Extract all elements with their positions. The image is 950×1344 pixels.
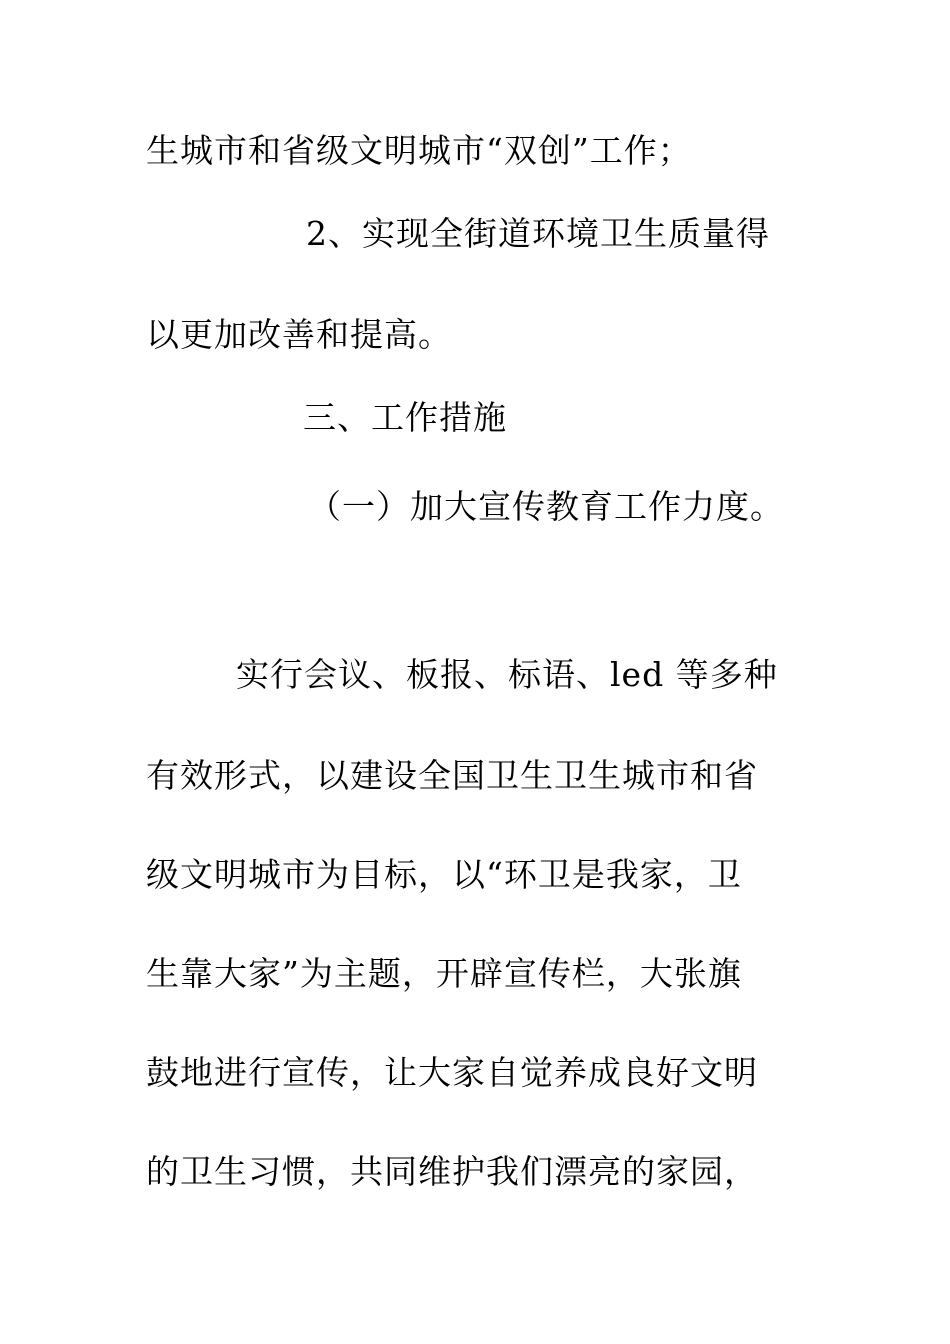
subsection-heading: （一）加大宣传教育工作力度。 [308,487,784,526]
paragraph-line: 有效形式，以建设全国卫生卫生城市和省 [146,756,758,795]
paragraph-line: 实行会议、板报、标语、led 等多种 [236,655,778,694]
paragraph-line: 级文明城市为目标，以“环卫是我家，卫 [146,855,742,894]
paragraph-line: 2、实现全街道环境卫生质量得 [306,214,770,253]
paragraph-line: 以更加改善和提高。 [146,315,452,354]
paragraph-line: 鼓地进行宣传，让大家自觉养成良好文明 [146,1053,758,1092]
section-heading: 三、工作措施 [303,398,507,437]
paragraph-line: 生城市和省级文明城市“双创”工作； [146,131,692,170]
paragraph-line: 的卫生习惯，共同维护我们漂亮的家园， [146,1152,758,1191]
paragraph-line: 生靠大家”为主题，开辟宣传栏，大张旗 [146,954,742,993]
